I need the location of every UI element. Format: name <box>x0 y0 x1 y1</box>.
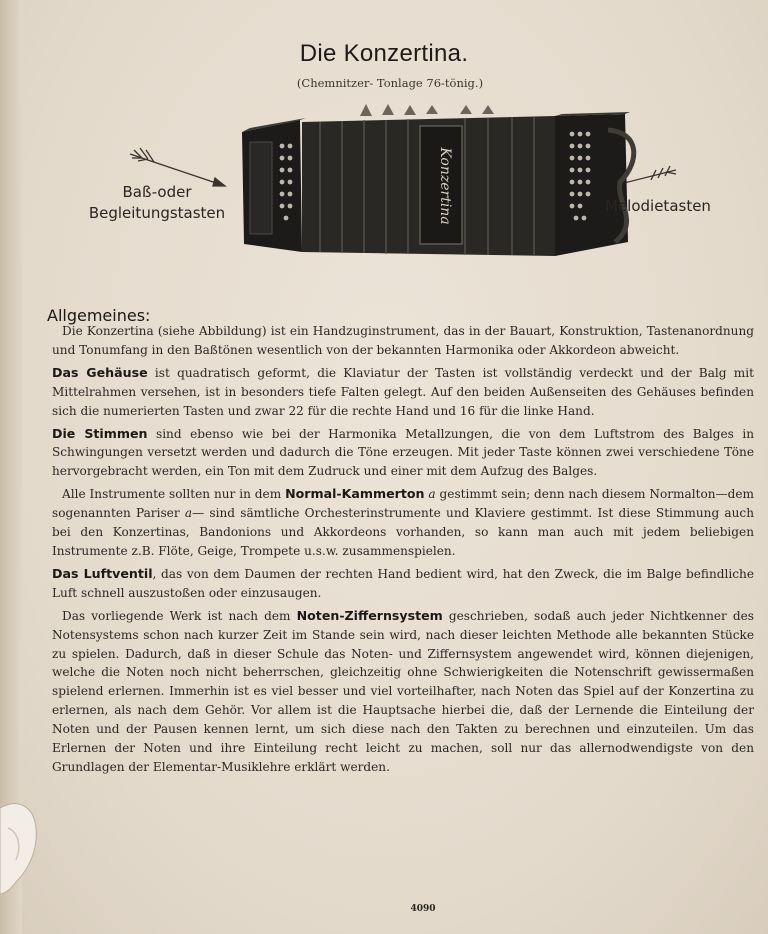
paragraph-housing-text: ist quadratisch geformt, die Klaviatur der Tasten ist vollständig verdeckt und der Balg mit Mittelrahmen versehen, ist in besonders tiefe Falten gelegt. Auf den beiden Außenseiten des Gehäuses befinden sich die numerierten Tasten und zwar 22 für die rechte Hand und 16 für die linke Hand. <box>52 365 754 418</box>
paragraph-tuning <box>52 485 754 561</box>
paragraph-air-valve <box>52 565 754 603</box>
page-title: Die Konzertina. <box>299 40 469 67</box>
paragraph-tuning-text-c: — sind sämtliche Orchesterinstrumente und Klaviere gestimmt. Ist diese Stimmung auch bei den Konzertinas, Bandonions und Akkordeons vorhanden, so kann man auch mit jedem beliebigen Instrumente z.B. Flöte, Geige, Trompete u.s.w. zusammenspielen. <box>52 506 754 558</box>
term-housing: Das Gehäuse <box>52 364 148 380</box>
page-subtitle: (Chemnitzer- Tonlage 76-tönig.) <box>296 76 484 90</box>
note-a-1: a <box>424 487 436 502</box>
paragraph-notation-text-a: Das vorliegende Werk ist nach dem <box>62 608 297 623</box>
term-air-valve: Das Luftventil <box>52 565 153 581</box>
paragraph-air-valve-text: , das von dem Daumen der rechten Hand bedient wird, hat den Zweck, die im Balge befindliche Luft schnell auszustoßen oder einzusaugen. <box>52 566 754 600</box>
paragraph-notation <box>52 607 754 777</box>
paragraph-tuning-text-b: gestimmt sein; denn nach diesem Normalton—dem sogenannten Pariser <box>52 487 754 521</box>
paper-tear <box>0 798 42 898</box>
page-edge <box>0 0 22 934</box>
page-number: 4090 <box>410 904 436 914</box>
ornament-label: Konzertina <box>437 147 453 225</box>
paragraph-general: Die Konzertina (siehe Abbildung) ist ein Handzuginstrument, das in der Bauart, Konstruktion, Tastenanordnung und Tonumfang in den Baßtönen wesentlich von der bekannten Harmonika oder Akkordeon abweicht. <box>52 324 754 357</box>
term-concert-pitch: Normal-Kammerton <box>285 486 425 502</box>
concertina-body <box>242 104 634 256</box>
paragraph-tuning-text-a: Alle Instrumente sollten nur in dem <box>62 487 286 502</box>
arrow-left-icon <box>130 148 225 186</box>
section-title: Allgemeines: <box>47 306 151 325</box>
bass-keys-label <box>82 182 232 224</box>
paragraph-notation-text-b: geschrieben, sodaß auch jeder Nichtkenner des Notensystems schon nach kurzer Zeit im Stande sein wird, nach dieser leichten Methode alle bekannten Stücke zu spielen. Dadurch, daß in dieser Schule das Noten- und Ziffernsystem angewendet wird, können diejenigen, welche die Noten noch nicht beherrschen, gleichzeitig ohne Schwierigkeiten die Notenschrift gewissermaßen spielend erlernen. Immerhin ist es viel besser und viel vorteilhafter, nach Noten das Spiel auf der Konzertina zu erlernen, als nach dem Gehör. Vor allem ist die Hauptsache hierbei die, daß der Lernende die Einteilung der Noten und der Pausen kennen lernt, um sich diese nach den Takten zu berechnen und einzuteilen. Um das Erlernen der Noten und ihre Einteilung recht leicht zu machen, soll nur das allernodwendigste von den Grundlagen der Elementar-Musiklehre erklärt werden. <box>52 608 755 774</box>
term-notation-system: Noten-Ziffernsystem <box>296 607 443 623</box>
body-text <box>52 322 754 781</box>
melody-keys-label: Melodietasten <box>605 197 711 215</box>
term-reeds: Die Stimmen <box>52 425 148 441</box>
bass-keys-label-line2: Begleitungstasten <box>88 204 226 222</box>
bass-keys-label-line1: Baß-oder <box>122 183 192 201</box>
note-a-2: a <box>184 506 193 521</box>
paragraph-reeds <box>52 425 754 482</box>
paragraph-housing <box>52 364 754 421</box>
paragraph-reeds-text: sind ebenso wie bei der Harmonika Metallzungen, die von dem Luftstrom des Balges in Schwingungen versetzt werden und dadurch die Töne erzeugen. Mit jeder Taste können zwei verschiedene Töne hervorgebracht werden, ein Ton mit dem Zudruck und einer mit dem Aufzug des Balges. <box>52 426 754 479</box>
